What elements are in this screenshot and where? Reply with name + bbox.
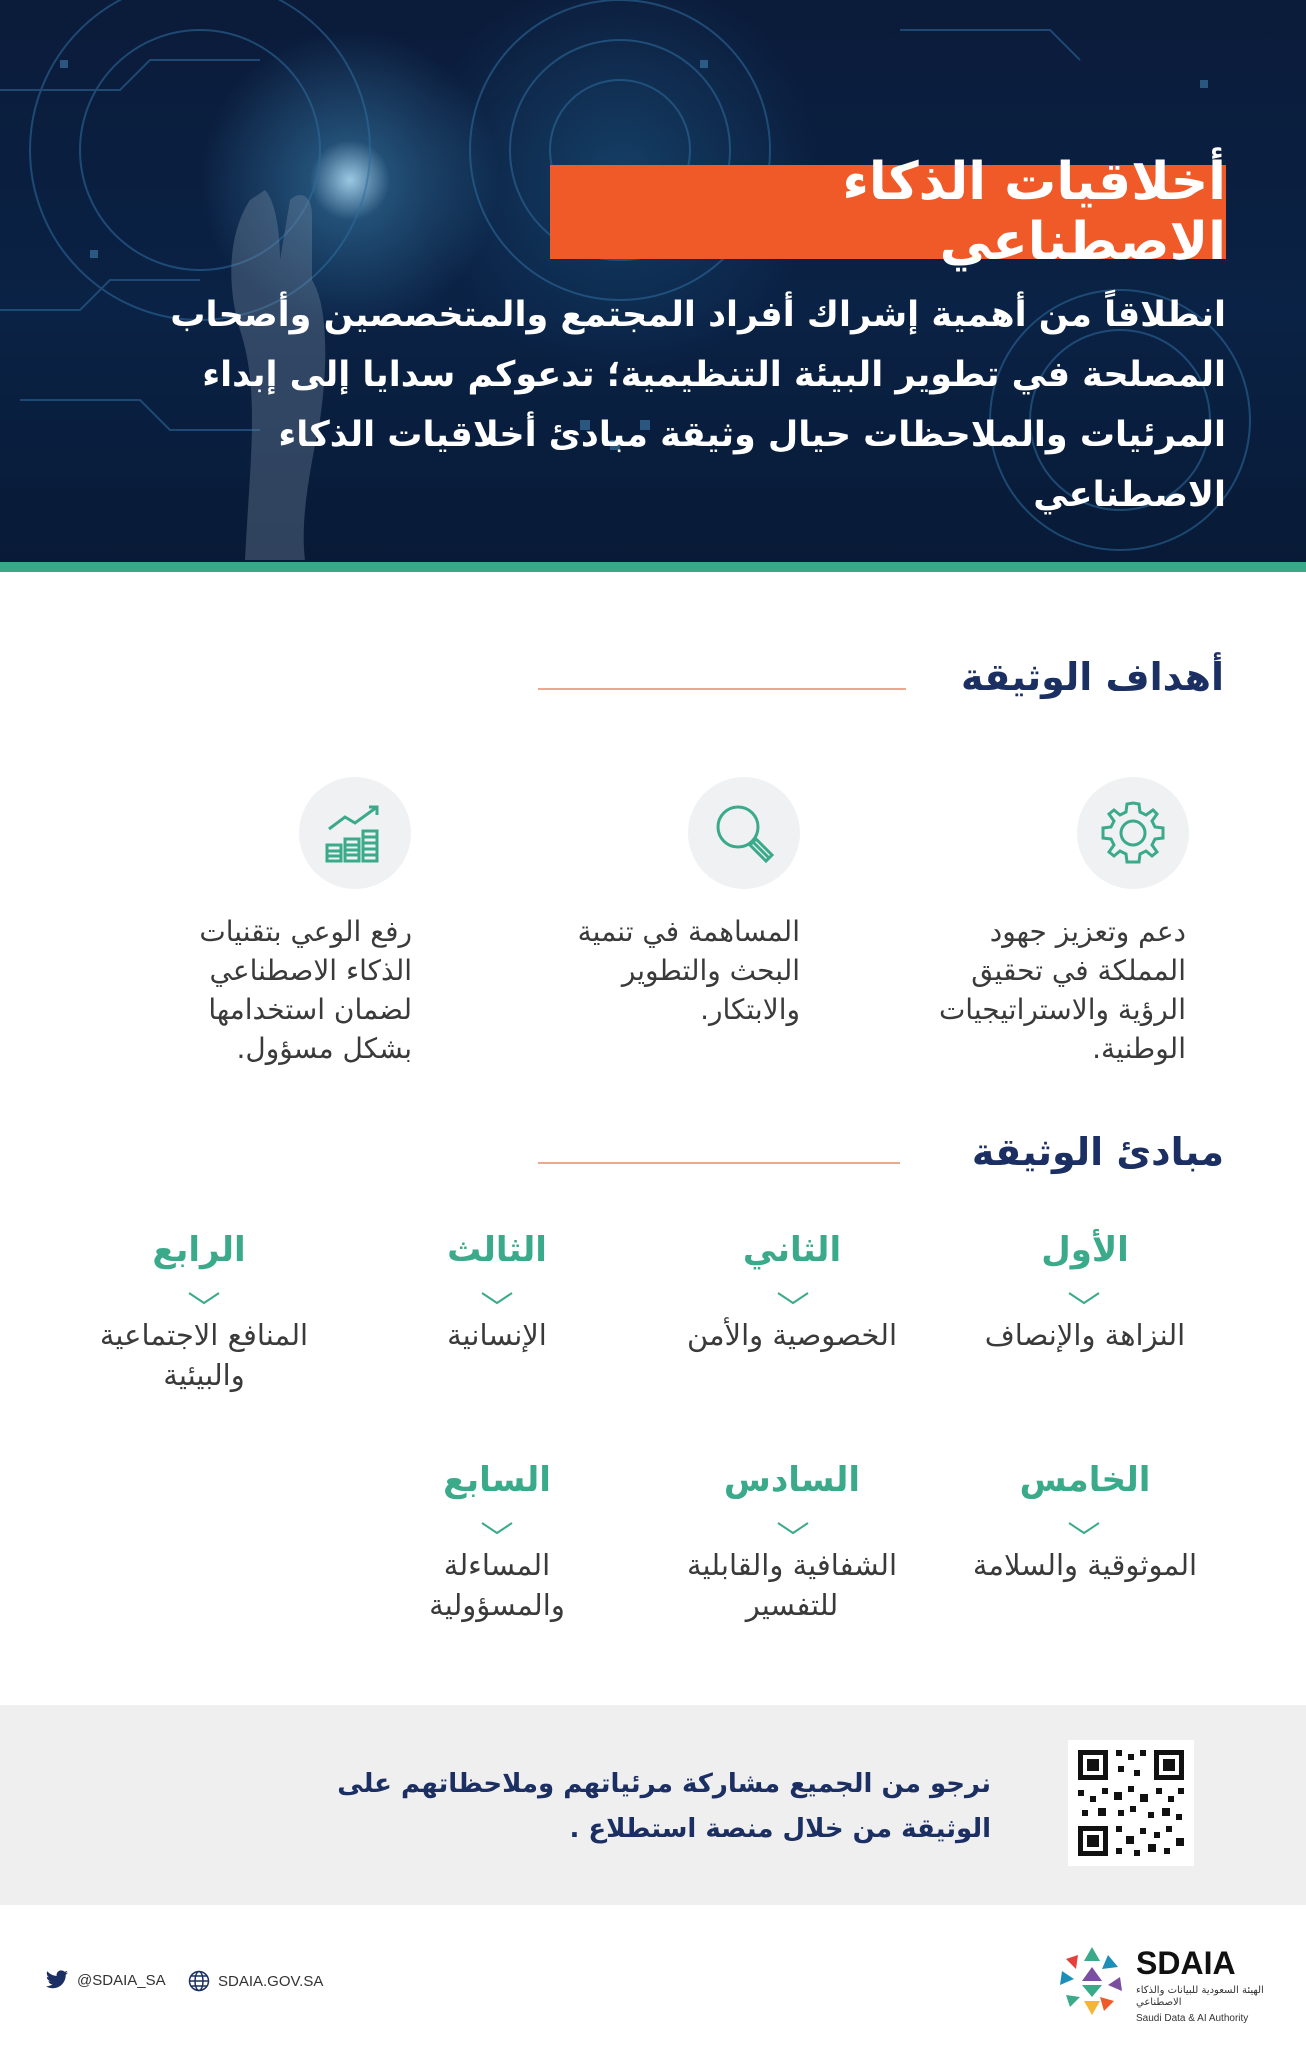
brand-english-name: Saudi Data & AI Authority: [1136, 2013, 1249, 2024]
chevron-down-icon: [1067, 1291, 1101, 1305]
goals-heading-line: [538, 688, 906, 690]
chevron-down-icon: [1067, 1521, 1101, 1535]
twitter-icon: [45, 1970, 69, 1990]
goals-heading: أهداف الوثيقة: [960, 655, 1224, 699]
goal-text: دعم وتعزيز جهود المملكة في تحقيق الرؤية والاستراتيجيات الوطنية.: [938, 915, 1186, 1065]
principles-heading-line: [538, 1162, 900, 1164]
principle-ordinal: الخامس: [1019, 1460, 1151, 1500]
principle-ordinal: الأول: [1041, 1230, 1129, 1270]
goal-item: [152, 912, 412, 1068]
principle-text: الخصوصية والأمن: [686, 1318, 898, 1352]
website-link[interactable]: [188, 1970, 323, 1992]
goal-text: رفع الوعي بتقنيات الذكاء الاصطناعي لضمان استخدامها بشكل مسؤول.: [199, 915, 412, 1065]
page-title-box: [550, 152, 1226, 272]
page-title: أخلاقيات الذكاء الاصطناعي: [842, 152, 1226, 272]
principle-ordinal: الثاني: [742, 1230, 842, 1270]
goal-item: [540, 912, 800, 1029]
hero-banner: [0, 0, 1306, 568]
chevron-down-icon: [776, 1291, 810, 1305]
principle-text: النزاهة والإنصاف: [984, 1318, 1186, 1352]
principle-ordinal: السادس: [723, 1460, 861, 1500]
principle-text: المساءلة والمسؤولية: [429, 1548, 565, 1622]
principle-text: الإنسانية: [447, 1318, 547, 1352]
principle-ordinal: الثالث: [447, 1230, 547, 1270]
hero-divider: [0, 562, 1306, 572]
brand-arabic-name: الهيئة السعودية للبيانات والذكاء الاصطناعي: [1136, 1985, 1264, 2008]
twitter-handle: @SDAIA_SA: [77, 1971, 166, 1989]
brand-name: SDAIA: [1136, 1945, 1236, 1981]
principle-ordinal: السابع: [443, 1460, 551, 1500]
principle-text: الموثوقية والسلامة: [972, 1548, 1198, 1582]
chevron-down-icon: [480, 1521, 514, 1535]
chevron-down-icon: [187, 1291, 221, 1305]
goal-text: المساهمة في تنمية البحث والتطوير والابتكار.: [577, 915, 800, 1026]
growth-chart-icon: [299, 777, 411, 889]
sdaia-logo: [1056, 1945, 1264, 2024]
website-url: SDAIA.GOV.SA: [218, 1972, 324, 1990]
globe-icon: [188, 1970, 210, 1992]
goal-item: [926, 912, 1186, 1068]
principle-text: الشفافية والقابلية للتفسير: [686, 1548, 898, 1622]
principle-ordinal: الرابع: [152, 1230, 246, 1270]
twitter-link[interactable]: [45, 1970, 166, 1990]
qr-code[interactable]: [1068, 1740, 1194, 1866]
principle-text: المنافع الاجتماعية والبيئية: [99, 1318, 309, 1392]
intro-text: انطلاقاً من أهمية إشراك أفراد المجتمع والمتخصصين وأصحاب المصلحة في تطوير البيئة التنظيمية؛ تدعوكم سدايا إلى إبداء المرئيات والملاحظات حيال وثيقة مبادئ أخلاقيات الذكاء الاصطناعي: [170, 295, 1226, 515]
chevron-down-icon: [480, 1291, 514, 1305]
search-icon: [688, 777, 800, 889]
principles-heading: مبادئ الوثيقة: [971, 1130, 1224, 1174]
gear-icon: [1077, 777, 1189, 889]
sdaia-logo-mark: [1056, 1945, 1128, 2017]
cta-text: نرجو من الجميع مشاركة مرئياتهم وملاحظاتهم على الوثيقة من خلال منصة استطلاع .: [337, 1769, 991, 1844]
chevron-down-icon: [776, 1521, 810, 1535]
